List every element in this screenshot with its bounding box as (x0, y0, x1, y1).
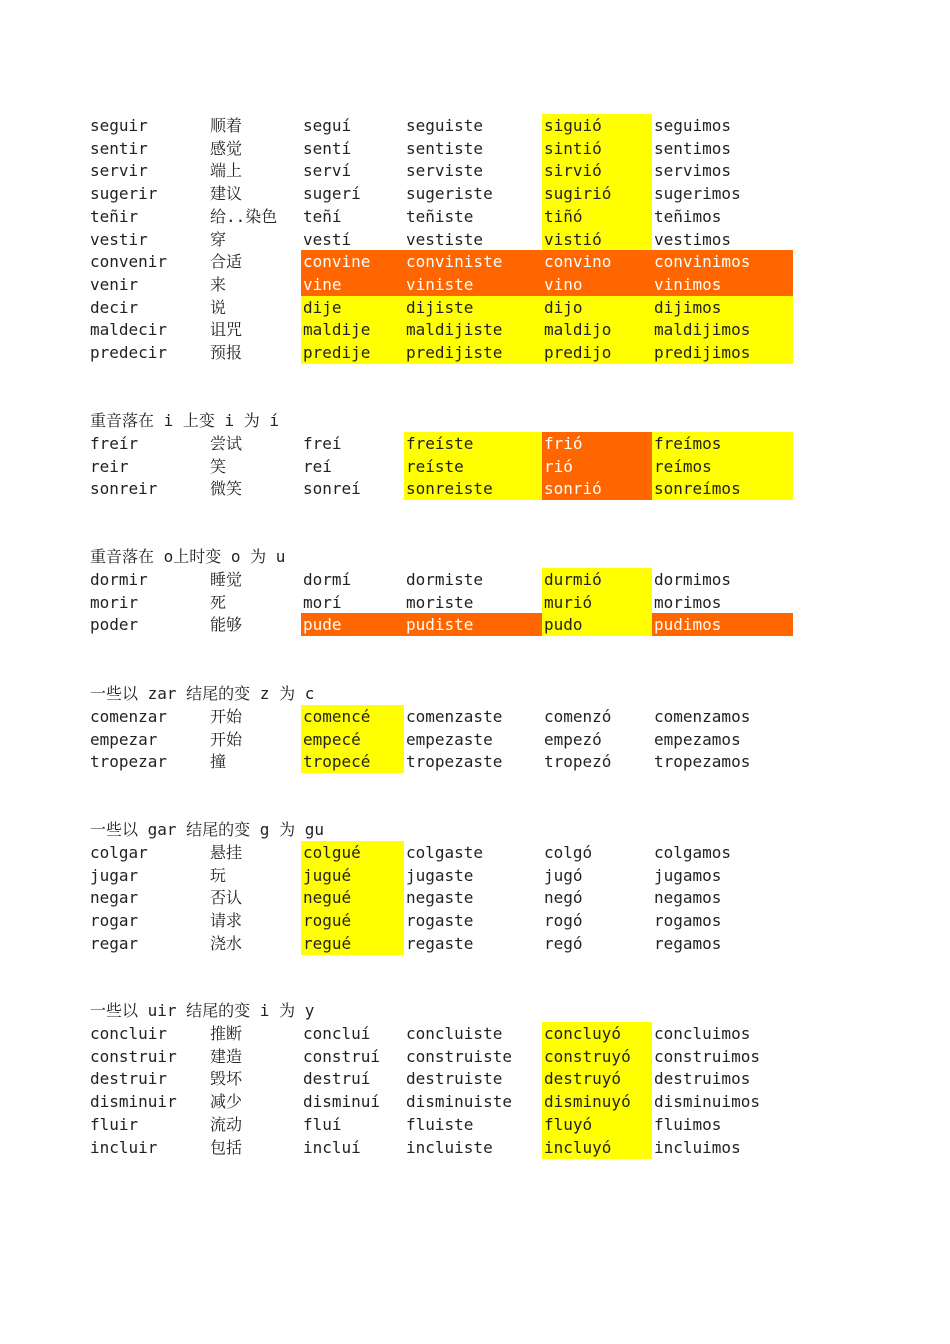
infinitive-cell: decir (90, 297, 139, 317)
meaning-cell: 浇水 (210, 933, 243, 953)
tu-form-cell: viniste (404, 273, 542, 296)
table-row (0, 1022, 950, 1045)
table-row (0, 1045, 950, 1068)
tu-form-cell: tropezaste (406, 752, 503, 772)
nosotros-form-cell: destruimos (654, 1069, 751, 1089)
table-row (0, 841, 950, 864)
yo-form-cell: seguí (303, 116, 352, 135)
meaning-cell: 诅咒 (210, 320, 243, 340)
section-heading: 一些以 zar 结尾的变 z 为 c (90, 684, 315, 704)
tu-form-cell: jugaste (406, 865, 474, 885)
tu-form-cell: incluiste (406, 1137, 493, 1157)
meaning-cell: 预报 (210, 343, 243, 362)
meaning-cell: 尝试 (210, 434, 243, 453)
tu-form-cell: concluiste (406, 1024, 503, 1043)
meaning-cell: 悬挂 (210, 843, 243, 862)
tu-form-cell: comenzaste (406, 707, 503, 726)
meaning-cell: 端上 (210, 161, 243, 181)
el-form-cell: frió (542, 432, 652, 455)
nosotros-form-cell: vestimos (654, 229, 732, 249)
infinitive-cell: incluir (90, 1137, 158, 1157)
nosotros-form-cell: fluimos (654, 1114, 722, 1134)
yo-form-cell: colgué (301, 841, 404, 864)
yo-form-cell: convine (301, 250, 404, 273)
meaning-cell: 能够 (210, 615, 243, 635)
meaning-cell: 合适 (210, 252, 243, 272)
el-form-cell: murió (542, 591, 652, 614)
yo-form-cell: tropecé (301, 750, 404, 773)
nosotros-form-cell: reímos (652, 455, 793, 478)
tu-form-cell: moriste (406, 592, 474, 612)
table-row (0, 228, 950, 251)
meaning-cell: 撞 (210, 752, 227, 772)
meaning-cell: 减少 (210, 1092, 243, 1112)
section-heading: 一些以 uir 结尾的变 i 为 y (90, 1001, 315, 1021)
el-form-cell: regó (544, 933, 583, 953)
nosotros-form-cell: jugamos (654, 865, 722, 885)
nosotros-form-cell: disminuimos (654, 1092, 760, 1112)
section-heading: 一些以 gar 结尾的变 g 为 gu (90, 820, 324, 840)
yo-form-cell: dije (301, 296, 404, 319)
tu-form-cell: sentiste (406, 138, 484, 158)
el-form-cell: sonrió (542, 477, 652, 500)
yo-form-cell: serví (303, 161, 352, 181)
yo-form-cell: dormí (303, 570, 352, 589)
nosotros-form-cell: sonreímos (652, 477, 793, 500)
table-row (0, 318, 950, 341)
el-form-cell: vino (542, 273, 652, 296)
tu-form-cell: maldijiste (404, 318, 542, 341)
yo-form-cell: freí (303, 434, 342, 453)
meaning-cell: 包括 (210, 1137, 243, 1157)
infinitive-cell: convenir (90, 252, 168, 272)
yo-form-cell: vine (301, 273, 404, 296)
yo-form-cell: disminuí (303, 1092, 381, 1112)
nosotros-form-cell: rogamos (654, 911, 722, 931)
yo-form-cell: rogué (301, 909, 404, 932)
meaning-cell: 穿 (210, 229, 227, 249)
tu-form-cell: fluiste (406, 1114, 474, 1134)
nosotros-form-cell: teñimos (654, 206, 722, 226)
table-row (0, 886, 950, 909)
table-row (0, 250, 950, 273)
table-row (0, 341, 950, 364)
nosotros-form-cell: colgamos (654, 843, 732, 862)
infinitive-cell: sonreir (90, 479, 158, 499)
meaning-cell: 顺着 (210, 116, 243, 135)
table-row (0, 455, 950, 478)
table-row (0, 591, 950, 614)
tu-form-cell: vestiste (406, 229, 484, 249)
infinitive-cell: colgar (90, 843, 148, 862)
yo-form-cell: construí (303, 1046, 381, 1066)
nosotros-form-cell: dijimos (652, 296, 793, 319)
meaning-cell: 说 (210, 297, 227, 317)
section-heading: 重音落在 i 上变 i 为 í (90, 411, 280, 431)
infinitive-cell: predecir (90, 343, 168, 362)
infinitive-cell: rogar (90, 911, 139, 931)
yo-form-cell: comencé (301, 705, 404, 728)
meaning-cell: 微笑 (210, 479, 243, 499)
yo-form-cell: empecé (301, 728, 404, 751)
nosotros-form-cell: construimos (654, 1046, 760, 1066)
infinitive-cell: empezar (90, 729, 158, 749)
nosotros-form-cell: predijimos (652, 341, 793, 364)
nosotros-form-cell: incluimos (654, 1137, 741, 1157)
infinitive-cell: tropezar (90, 752, 168, 772)
tu-form-cell: negaste (406, 888, 474, 908)
tu-form-cell: disminuiste (406, 1092, 512, 1112)
yo-form-cell: negué (301, 886, 404, 909)
yo-form-cell: vestí (303, 229, 352, 249)
tu-form-cell: sonreiste (404, 477, 542, 500)
nosotros-form-cell: freímos (652, 432, 793, 455)
nosotros-form-cell: pudimos (652, 613, 793, 636)
nosotros-form-cell: vinimos (652, 273, 793, 296)
nosotros-form-cell: sugerimos (654, 184, 741, 204)
nosotros-form-cell: maldijimos (652, 318, 793, 341)
tu-form-cell: seguiste (406, 116, 484, 135)
el-form-cell: empezó (544, 729, 602, 749)
infinitive-cell: dormir (90, 570, 148, 589)
nosotros-form-cell: concluimos (654, 1024, 751, 1043)
el-form-cell: tropezó (544, 752, 612, 772)
table-row (0, 182, 950, 205)
el-form-cell: sirvió (542, 159, 652, 182)
table-row (0, 477, 950, 500)
infinitive-cell: servir (90, 161, 148, 181)
el-form-cell: fluyó (542, 1113, 652, 1136)
nosotros-form-cell: sentimos (654, 138, 732, 158)
nosotros-form-cell: convinimos (652, 250, 793, 273)
meaning-cell: 睡觉 (210, 570, 243, 589)
nosotros-form-cell: morimos (654, 592, 722, 612)
tu-form-cell: colgaste (406, 843, 484, 862)
el-form-cell: incluyó (542, 1136, 652, 1159)
el-form-cell: rió (542, 455, 652, 478)
meaning-cell: 给..染色 (210, 206, 278, 226)
tu-form-cell: sugeriste (406, 184, 493, 204)
meaning-cell: 否认 (210, 888, 243, 908)
el-form-cell: rogó (544, 911, 583, 931)
infinitive-cell: venir (90, 274, 139, 294)
meaning-cell: 死 (210, 592, 227, 612)
infinitive-cell: negar (90, 888, 139, 908)
el-form-cell: tiñó (542, 205, 652, 228)
el-form-cell: dijo (542, 296, 652, 319)
yo-form-cell: predije (301, 341, 404, 364)
el-form-cell: predijo (542, 341, 652, 364)
nosotros-form-cell: tropezamos (654, 752, 751, 772)
tu-form-cell: teñiste (406, 206, 474, 226)
nosotros-form-cell: seguimos (654, 116, 732, 135)
tu-form-cell: conviniste (404, 250, 542, 273)
tu-form-cell: serviste (406, 161, 484, 181)
yo-form-cell: morí (303, 592, 342, 612)
tu-form-cell: construiste (406, 1046, 512, 1066)
infinitive-cell: disminuir (90, 1092, 177, 1112)
yo-form-cell: reí (303, 456, 332, 476)
tu-form-cell: rogaste (406, 911, 474, 931)
el-form-cell: comenzó (544, 707, 612, 726)
infinitive-cell: fluir (90, 1114, 139, 1134)
meaning-cell: 建议 (210, 184, 243, 204)
infinitive-cell: jugar (90, 865, 139, 885)
infinitive-cell: concluir (90, 1024, 168, 1043)
yo-form-cell: sentí (303, 138, 352, 158)
table-row (0, 159, 950, 182)
meaning-cell: 流动 (210, 1114, 243, 1134)
meaning-cell: 建造 (210, 1046, 243, 1066)
nosotros-form-cell: regamos (654, 933, 722, 953)
yo-form-cell: maldije (301, 318, 404, 341)
table-row (0, 568, 950, 591)
el-form-cell: durmió (542, 568, 652, 591)
table-row (0, 613, 950, 636)
yo-form-cell: sugerí (303, 184, 361, 204)
table-row (0, 296, 950, 319)
table-row (0, 932, 950, 955)
el-form-cell: vistió (542, 228, 652, 251)
yo-form-cell: fluí (303, 1114, 342, 1134)
infinitive-cell: freír (90, 434, 139, 453)
table-row (0, 909, 950, 932)
el-form-cell: maldijo (542, 318, 652, 341)
tu-form-cell: freíste (404, 432, 542, 455)
table-row (0, 273, 950, 296)
table-row (0, 137, 950, 160)
yo-form-cell: pude (301, 613, 404, 636)
table-row (0, 750, 950, 773)
infinitive-cell: vestir (90, 229, 148, 249)
nosotros-form-cell: empezamos (654, 729, 741, 749)
nosotros-form-cell: negamos (654, 888, 722, 908)
el-form-cell: negó (544, 888, 583, 908)
table-row (0, 1113, 950, 1136)
infinitive-cell: construir (90, 1046, 177, 1066)
meaning-cell: 推断 (210, 1024, 243, 1043)
infinitive-cell: sentir (90, 138, 148, 158)
el-form-cell: jugó (544, 865, 583, 885)
el-form-cell: colgó (544, 843, 593, 862)
nosotros-form-cell: servimos (654, 161, 732, 181)
section-heading: 重音落在 o上时变 o 为 u (90, 547, 286, 567)
table-row (0, 205, 950, 228)
infinitive-cell: seguir (90, 116, 148, 135)
nosotros-form-cell: comenzamos (654, 707, 751, 726)
table-row (0, 1136, 950, 1159)
meaning-cell: 笑 (210, 456, 227, 476)
el-form-cell: disminuyó (542, 1090, 652, 1113)
yo-form-cell: jugué (301, 864, 404, 887)
table-row (0, 705, 950, 728)
infinitive-cell: reir (90, 456, 129, 476)
infinitive-cell: maldecir (90, 320, 168, 340)
el-form-cell: sintió (542, 137, 652, 160)
infinitive-cell: sugerir (90, 184, 158, 204)
el-form-cell: construyó (542, 1045, 652, 1068)
yo-form-cell: incluí (303, 1137, 361, 1157)
tu-form-cell: dormiste (406, 570, 484, 589)
table-row (0, 432, 950, 455)
el-form-cell: siguió (542, 114, 652, 137)
meaning-cell: 感觉 (210, 138, 243, 158)
yo-form-cell: teñí (303, 206, 342, 226)
tu-form-cell: pudiste (404, 613, 542, 636)
table-row (0, 114, 950, 137)
el-form-cell: sugirió (542, 182, 652, 205)
tu-form-cell: dijiste (404, 296, 542, 319)
yo-form-cell: sonreí (303, 479, 361, 499)
meaning-cell: 玩 (210, 865, 227, 885)
infinitive-cell: destruir (90, 1069, 168, 1089)
infinitive-cell: poder (90, 615, 139, 635)
meaning-cell: 开始 (210, 707, 243, 726)
el-form-cell: destruyó (542, 1067, 652, 1090)
tu-form-cell: regaste (406, 933, 474, 953)
el-form-cell: pudo (542, 613, 652, 636)
table-row (0, 728, 950, 751)
infinitive-cell: regar (90, 933, 139, 953)
yo-form-cell: destruí (303, 1069, 371, 1089)
yo-form-cell: concluí (303, 1024, 371, 1043)
infinitive-cell: teñir (90, 206, 139, 226)
infinitive-cell: comenzar (90, 707, 168, 726)
el-form-cell: convino (542, 250, 652, 273)
meaning-cell: 来 (210, 274, 227, 294)
tu-form-cell: empezaste (406, 729, 493, 749)
el-form-cell: concluyó (542, 1022, 652, 1045)
table-row (0, 1067, 950, 1090)
tu-form-cell: reíste (404, 455, 542, 478)
tu-form-cell: predijiste (404, 341, 542, 364)
infinitive-cell: morir (90, 592, 139, 612)
table-row (0, 1090, 950, 1113)
table-row (0, 864, 950, 887)
meaning-cell: 毁坏 (210, 1069, 243, 1089)
yo-form-cell: regué (301, 932, 404, 955)
nosotros-form-cell: dormimos (654, 570, 732, 589)
meaning-cell: 请求 (210, 911, 243, 931)
meaning-cell: 开始 (210, 729, 243, 749)
tu-form-cell: destruiste (406, 1069, 503, 1089)
